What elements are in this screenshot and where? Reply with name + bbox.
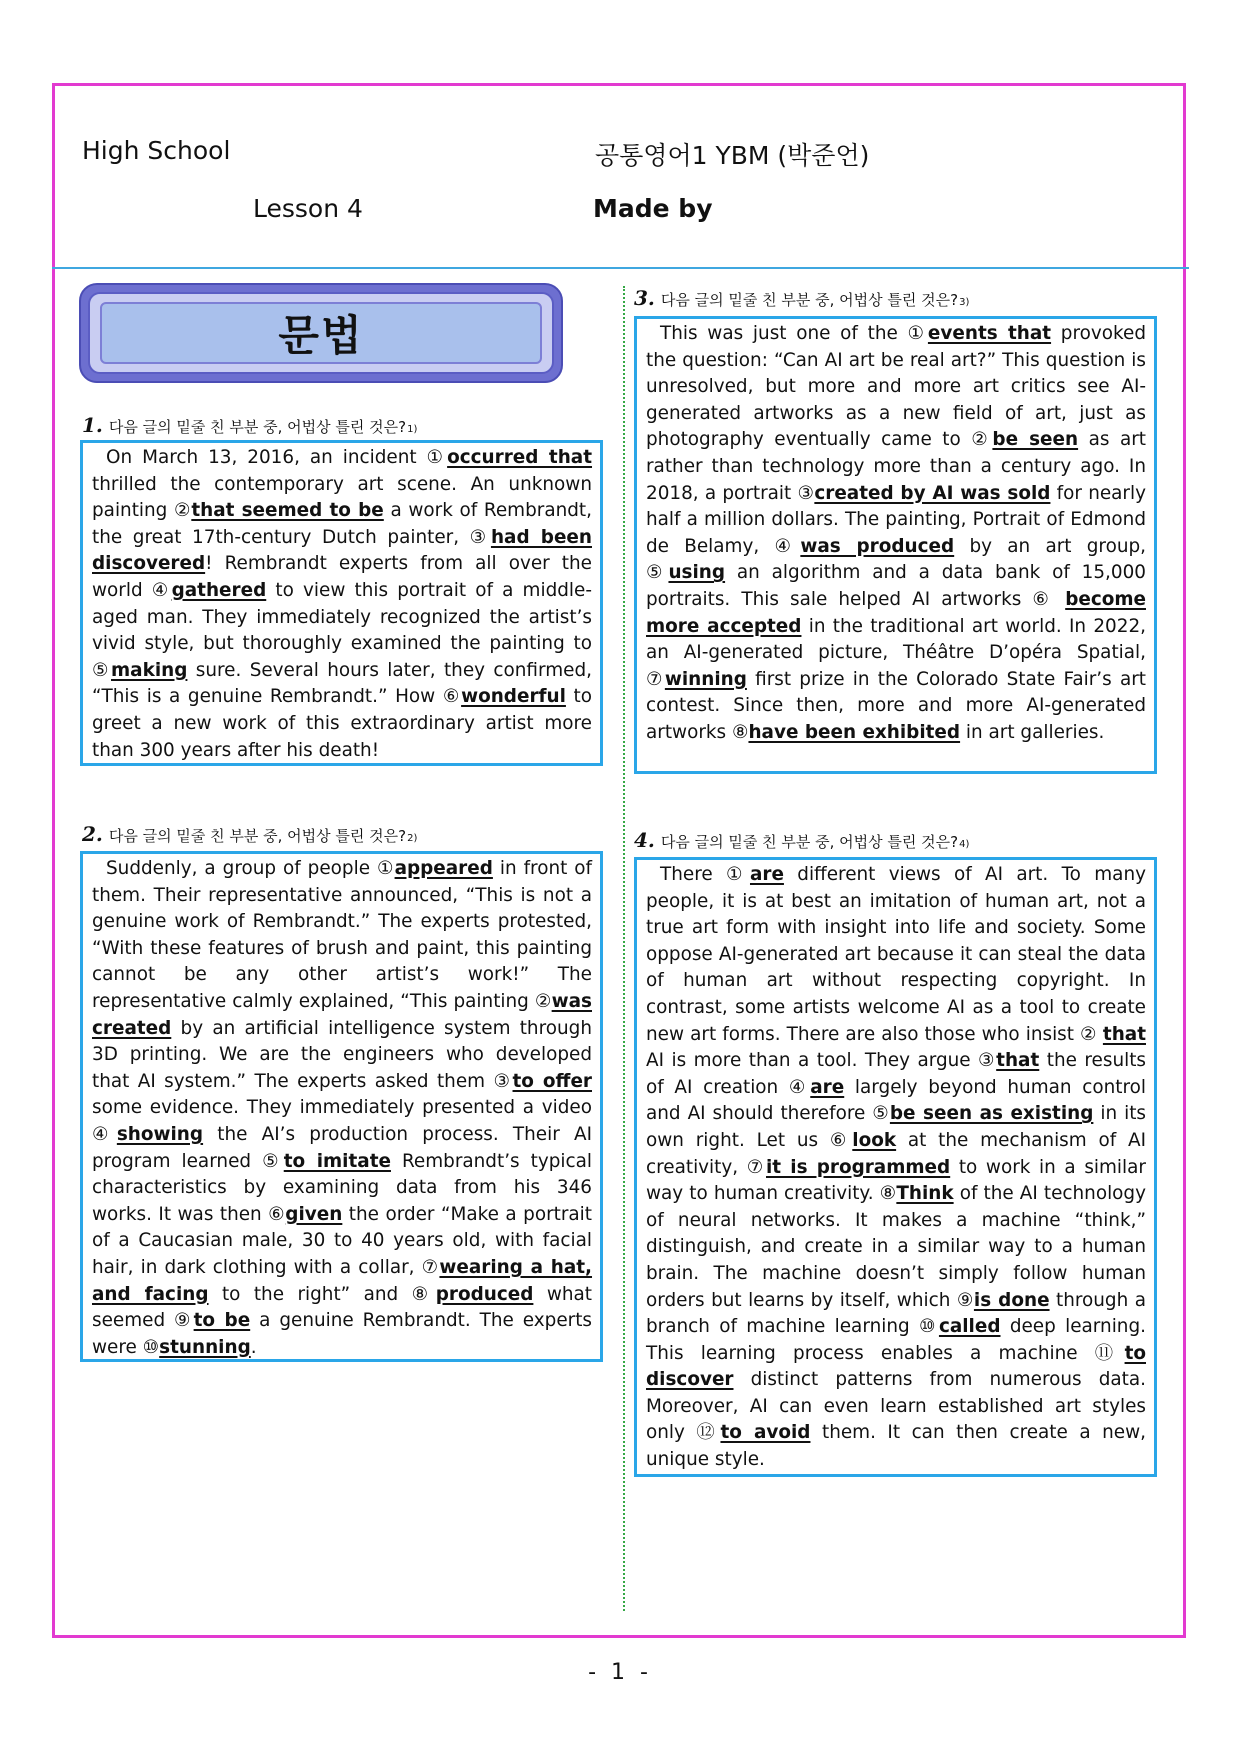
passage-segment: what seemed ⑨ bbox=[92, 1283, 592, 1332]
passage-segment: On March 13, 2016, an incident ① bbox=[106, 447, 448, 468]
underlined-choice: look bbox=[852, 1129, 897, 1151]
question-2-passage bbox=[80, 851, 603, 1362]
underlined-choice: become more accepted bbox=[646, 588, 1146, 637]
school-label: High School bbox=[82, 136, 231, 165]
header bbox=[55, 86, 1183, 271]
passage-segment: This was just one of the ① bbox=[660, 323, 928, 344]
underlined-choice: that bbox=[1102, 1023, 1146, 1045]
passage-segment: sure. Several hours later, they confirmed, “This is a genuine Rembrandt.” How ⑥ bbox=[92, 659, 592, 708]
passage-segment: thrilled the contemporary art scene. An unknown painting ② bbox=[92, 473, 592, 522]
question-3-passage bbox=[634, 316, 1157, 774]
course-label: 공통영어1 YBM (박준언) bbox=[595, 141, 870, 170]
passage-text bbox=[92, 445, 592, 764]
passage-segment: to work in a similar way to human creativity. ⑧ bbox=[646, 1156, 1146, 1205]
underlined-choice: stunning bbox=[159, 1336, 251, 1358]
passage-text bbox=[646, 862, 1146, 1474]
question-4-passage bbox=[634, 857, 1157, 1477]
underlined-choice: gathered bbox=[171, 579, 267, 601]
passage-segment: at the mechanism of AI creativity, ⑦ bbox=[646, 1129, 1146, 1178]
question-prompt: 다음 글의 밑줄 친 부분 중, 어법상 틀린 것은? bbox=[108, 418, 407, 436]
passage-segment: Suddenly, a group of people ① bbox=[106, 858, 395, 879]
page-number: - 1 - bbox=[588, 1660, 652, 1685]
underlined-choice: that bbox=[996, 1050, 1040, 1072]
footnote-ref: 4) bbox=[959, 839, 970, 850]
passage-segment: largely beyond human control and AI should therefore ⑤ bbox=[646, 1076, 1146, 1125]
question-prompt: 다음 글의 밑줄 친 부분 중, 어법상 틀린 것은? bbox=[660, 833, 959, 851]
question-number: 2. bbox=[82, 822, 103, 846]
underlined-choice: making bbox=[111, 659, 188, 681]
underlined-choice: called bbox=[938, 1316, 1001, 1338]
underlined-choice: given bbox=[285, 1203, 343, 1225]
header-divider bbox=[52, 267, 1189, 269]
question-3-label bbox=[634, 286, 969, 310]
passage-segment: of the AI technology of neural networks. It makes a machine “think,” distinguish, and create in a similar way to a human brain. The machine doesn’t simply follow human orders but learns by itself, which ⑨ bbox=[646, 1183, 1146, 1311]
footnote-ref: 2) bbox=[407, 833, 418, 844]
underlined-choice: be seen bbox=[992, 429, 1079, 451]
lesson-label: Lesson 4 bbox=[253, 194, 363, 223]
underlined-choice: Think bbox=[896, 1183, 954, 1205]
passage-segment: by an artificial intelligence system through 3D printing. We are the engineers who developed that AI system.” The experts asked them ③ bbox=[92, 1017, 592, 1092]
underlined-choice: to avoid bbox=[720, 1422, 811, 1444]
question-prompt: 다음 글의 밑줄 친 부분 중, 어법상 틀린 것은? bbox=[660, 291, 959, 309]
underlined-choice: showing bbox=[116, 1123, 204, 1145]
made-by-label: Made by bbox=[593, 194, 713, 223]
passage-segment: a genuine Rembrandt. The experts were ⑩ bbox=[92, 1310, 592, 1358]
question-4-label bbox=[634, 828, 969, 852]
underlined-choice: created by AI was sold bbox=[814, 482, 1051, 504]
underlined-choice: that seemed to be bbox=[191, 500, 384, 522]
passage-segment: for nearly half a million dollars. The painting, Portrait of Edmond de Belamy, ④ bbox=[646, 482, 1146, 557]
passage-segment: as art rather than technology more than a century ago. In 2018, a portrait ③ bbox=[646, 429, 1146, 504]
passage-segment: through a branch of machine learning ⑩ bbox=[646, 1289, 1146, 1338]
underlined-choice: to imitate bbox=[283, 1150, 391, 1172]
passage-segment: the results of AI creation ④ bbox=[646, 1050, 1146, 1098]
question-number: 3. bbox=[634, 286, 655, 310]
passage-segment: to view this portrait of a middle-aged man. They immediately recognized the artist’s vivid style, but thoroughly examined the painting to ⑤ bbox=[92, 579, 592, 681]
footnote-ref: 1) bbox=[407, 424, 418, 435]
passage-segment: provoked the question: “Can AI art be real art?” This question is unresolved, but more and more art critics see AI-generated artworks as a new field of art, just as photography eventually came to ② bbox=[646, 323, 1146, 451]
underlined-choice: had been discovered bbox=[92, 526, 592, 575]
underlined-choice: it is programmed bbox=[766, 1156, 951, 1178]
passage-segment: in front of them. Their representative announced, “This is not a genuine work of Rembrandt.” The experts protested, “With these features of brush and paint, this painting cannot be any other artist’s work!” The representative calmly explained, “This painting ② bbox=[92, 858, 592, 1012]
underlined-choice: winning bbox=[664, 668, 747, 690]
underlined-choice: is done bbox=[973, 1289, 1050, 1311]
underlined-choice: was produced bbox=[800, 535, 955, 557]
passage-segment: an algorithm and a data bank of 15,000 portraits. This sale helped AI artworks ⑥ bbox=[646, 562, 1146, 610]
underlined-choice: events that bbox=[927, 323, 1052, 344]
passage-segment: . bbox=[250, 1336, 257, 1358]
passage-segment: to greet a new work of this extraordinary artist more than 300 years after his death! bbox=[92, 686, 592, 761]
passage-segment: the AI’s production process. Their AI program learned ⑤ bbox=[92, 1123, 592, 1172]
underlined-choice: wonderful bbox=[461, 686, 566, 708]
question-prompt: 다음 글의 밑줄 친 부분 중, 어법상 틀린 것은? bbox=[108, 827, 407, 845]
footnote-ref: 3) bbox=[959, 297, 970, 308]
underlined-choice: appeared bbox=[394, 858, 493, 879]
passage-segment: deep learning. This learning process enables a machine ⑪ bbox=[646, 1316, 1146, 1364]
passage-text bbox=[646, 321, 1146, 747]
passage-segment: Rembrandt’s typical characteristics by examining data from his 346 works. It was then ⑥ bbox=[92, 1150, 592, 1225]
underlined-choice: be seen as existing bbox=[889, 1103, 1094, 1125]
passage-segment: to the right” and ⑧ bbox=[208, 1283, 436, 1305]
underlined-choice: was created bbox=[92, 990, 592, 1039]
passage-segment: first prize in the Colorado State Fair’s art contest. Since then, more and more AI-generated artworks ⑧ bbox=[646, 668, 1146, 743]
passage-segment: some evidence. They immediately presented a video ④ bbox=[92, 1097, 592, 1145]
passage-text bbox=[92, 856, 592, 1361]
passage-segment: in art galleries. bbox=[960, 721, 1105, 743]
passage-segment: There ① bbox=[660, 864, 750, 885]
underlined-choice: wearing a hat, and facing bbox=[92, 1256, 593, 1305]
passage-segment: the order “Make a portrait of a Caucasian male, 30 to 40 years old, with facial hair, in dark clothing with a collar, ⑦ bbox=[92, 1203, 592, 1278]
question-1-passage bbox=[80, 440, 603, 766]
passage-segment: distinct patterns from numerous data. Moreover, AI can even learn established art styles only ⑫ bbox=[646, 1369, 1146, 1444]
column-divider bbox=[623, 286, 625, 1611]
passage-segment: ! Rembrandt experts from all over the world ④ bbox=[92, 553, 592, 601]
passage-segment: in the traditional art world. In 2022, an AI-generated picture, Théâtre D’opéra Spatial, ⑦ bbox=[646, 615, 1146, 690]
passage-segment: a work of Rembrandt, the great 17th-century Dutch painter, ③ bbox=[92, 500, 592, 548]
underlined-choice: occurred that bbox=[447, 447, 593, 468]
underlined-choice: to offer bbox=[512, 1070, 592, 1092]
question-number: 1. bbox=[82, 413, 103, 437]
underlined-choice: produced bbox=[435, 1283, 534, 1305]
passage-segment: AI is more than a tool. They argue ③ bbox=[646, 1050, 997, 1072]
passage-segment: them. It can then create a new, unique style. bbox=[646, 1422, 1146, 1471]
passage-segment: different views of AI art. To many people, it is at best an imitation of human art, not a true art form with insight into life and society. Some oppose AI-generated art because it can steal the data of human art without respecting copyright. In contrast, some artists welcome AI as a tool to create new art forms. There are also those who insist ② bbox=[646, 864, 1146, 1045]
underlined-choice: have been exhibited bbox=[748, 721, 961, 743]
question-2-label bbox=[82, 822, 417, 846]
underlined-choice: to discover bbox=[646, 1342, 1146, 1391]
underlined-choice: to be bbox=[193, 1310, 251, 1332]
passage-segment: by an art group, ⑤ bbox=[646, 535, 1146, 584]
underlined-choice: are bbox=[749, 864, 784, 885]
underlined-choice: using bbox=[668, 562, 726, 584]
underlined-choice: are bbox=[810, 1076, 845, 1098]
section-title: 문법 bbox=[278, 311, 364, 360]
question-number: 4. bbox=[634, 828, 655, 852]
section-banner bbox=[79, 283, 563, 383]
question-1-label bbox=[82, 413, 417, 437]
passage-segment: in its own right. Let us ⑥ bbox=[646, 1103, 1146, 1151]
